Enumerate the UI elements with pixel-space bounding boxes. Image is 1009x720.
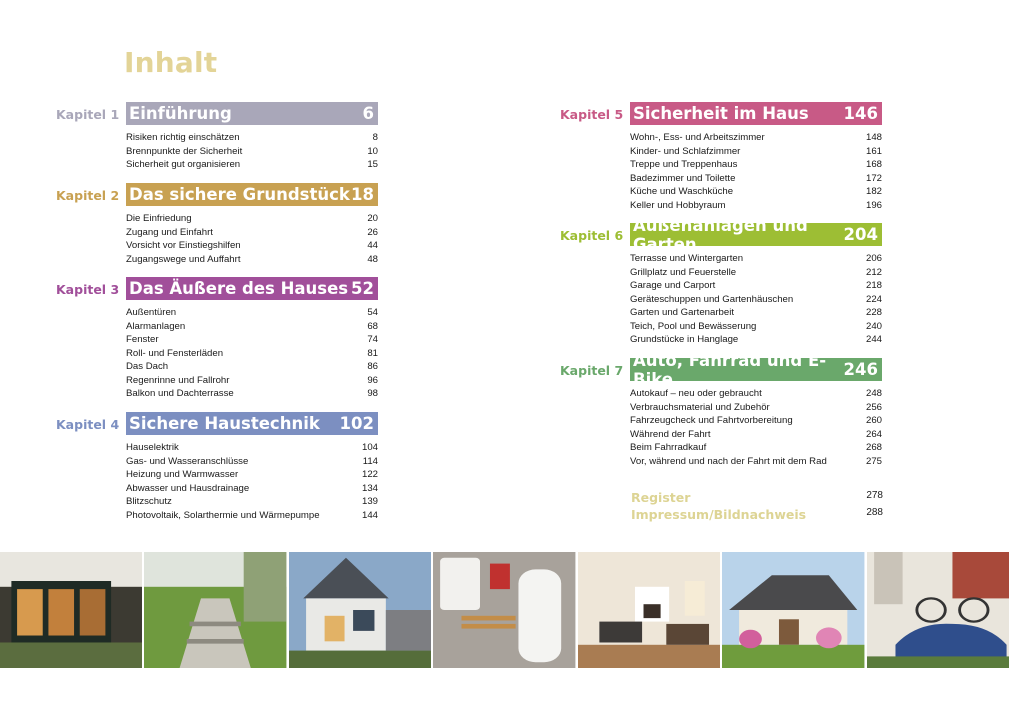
chapter-page: 102	[339, 414, 374, 433]
chapter-title: Sicherheit im Haus	[633, 104, 809, 123]
chapter-label: Kapitel 5	[560, 107, 624, 122]
toc-entry-title: Photovoltaik, Solarthermie und Wärmepumpe	[126, 509, 320, 521]
toc-entry[interactable]	[630, 185, 882, 199]
toc-entry[interactable]	[630, 455, 882, 469]
toc-entry[interactable]	[126, 482, 378, 496]
toc-entry-title: Abwasser und Hausdrainage	[126, 482, 250, 494]
toc-entry-page: 10	[367, 145, 378, 157]
toc-entry-title: Zugangswege und Auffahrt	[126, 253, 241, 265]
chapter-label: Kapitel 2	[56, 188, 120, 203]
toc-entry[interactable]	[126, 509, 378, 523]
chapter-title: Das sichere Grundstück	[129, 185, 350, 204]
chapter-title: Sichere Haustechnik	[129, 414, 320, 433]
toc-entry-title: Fahrzeugcheck und Fahrtvorbereitung	[630, 415, 793, 426]
toc-entry-page: 8	[372, 132, 378, 143]
photo-garden-path	[144, 552, 286, 668]
toc-entry-page: 44	[367, 240, 378, 251]
toc-entry[interactable]	[126, 374, 378, 388]
chapter-title: Das Äußere des Hauses	[129, 279, 349, 298]
toc-entry-page: 104	[361, 442, 378, 453]
toc-entry-title: Blitzschutz	[126, 496, 172, 507]
chapter-entries	[126, 212, 378, 266]
toc-entry[interactable]	[630, 333, 882, 347]
toc-entry-title: Außentüren	[126, 307, 177, 318]
toc-entry-page: 196	[865, 199, 882, 211]
toc-entry-title: Brennpunkte der Sicherheit	[126, 145, 243, 157]
toc-entry[interactable]	[126, 360, 378, 374]
toc-entry-title: Risiken richtig einschätzen	[126, 132, 240, 143]
toc-entry-page: 48	[367, 253, 378, 265]
toc-entry-title: Vor, während und nach der Fahrt mit dem Rad	[630, 455, 827, 467]
toc-entry-title: Fenster	[126, 334, 159, 345]
chapter-label: Kapitel 1	[56, 107, 120, 122]
chapter-heading[interactable]	[630, 102, 882, 125]
toc-entry[interactable]	[630, 414, 882, 428]
toc-entry-title: Die Einfriedung	[126, 213, 192, 224]
photo-strip	[0, 552, 1009, 668]
toc-entry-page: 182	[865, 186, 882, 197]
toc-entry-title: Garten und Gartenarbeit	[630, 307, 734, 318]
toc-entry-title: Vorsicht vor Einstiegshilfen	[126, 240, 241, 251]
toc-entry-title: Während der Fahrt	[630, 428, 711, 440]
toc-entry-title: Teich, Pool und Bewässerung	[630, 320, 757, 332]
toc-entry-title: Grillplatz und Feuerstelle	[630, 266, 737, 278]
chapter-block	[56, 183, 386, 265]
toc-entry[interactable]	[126, 387, 378, 401]
toc-entry-title: Autokauf – neu oder gebraucht	[630, 388, 762, 399]
toc-extra-page: 288	[866, 507, 883, 518]
toc-entry-page: 68	[367, 320, 378, 332]
chapter-heading[interactable]	[126, 412, 378, 435]
toc-entry-title: Das Dach	[126, 361, 169, 372]
chapter-block	[56, 412, 386, 521]
toc-entry-title: Hauselektrik	[126, 442, 179, 453]
toc-entry-title: Keller und Hobbyraum	[630, 199, 726, 211]
toc-entry-page: 74	[367, 334, 378, 345]
chapter-label: Kapitel 7	[560, 363, 624, 378]
chapter-page: 6	[362, 104, 374, 123]
toc-entry[interactable]	[630, 145, 882, 159]
toc-entry-page: 168	[865, 159, 882, 170]
toc-entry-title: Gas- und Wasseranschlüsse	[126, 455, 249, 467]
toc-entry-page: 256	[865, 401, 882, 413]
toc-entry-title: Garage und Carport	[630, 280, 716, 291]
toc-entry-page: 81	[367, 347, 378, 359]
toc-entry[interactable]	[126, 347, 378, 361]
toc-entry[interactable]	[630, 401, 882, 415]
toc-entry-title: Badezimmer und Toilette	[630, 172, 736, 184]
toc-entry-page: 139	[361, 496, 378, 507]
toc-entry-page: 98	[367, 388, 378, 399]
toc-entry-title: Heizung und Warmwasser	[126, 469, 239, 480]
photo-family-house-garden	[722, 552, 864, 668]
chapter-title: Außenanlagen und Garten	[633, 215, 808, 254]
chapter-entries	[630, 131, 882, 212]
toc-entry-title: Kinder- und Schlafzimmer	[630, 145, 741, 157]
toc-entry[interactable]	[126, 333, 378, 347]
chapter-page: 18	[351, 185, 374, 204]
toc-entry[interactable]	[630, 199, 882, 213]
page-title: Inhalt	[124, 46, 218, 79]
chapter-block	[560, 215, 890, 345]
toc-entry[interactable]	[126, 495, 378, 509]
toc-extra-label: Register	[631, 490, 691, 505]
toc-entry-page: 86	[367, 361, 378, 372]
toc-extra-impressum[interactable]	[631, 507, 883, 522]
toc-entry-page: 148	[865, 132, 882, 143]
photo-living-room	[578, 552, 720, 668]
toc-entry-title: Sicherheit gut organisieren	[126, 159, 241, 170]
toc-entry-page: 144	[361, 509, 378, 521]
toc-entry[interactable]	[630, 441, 882, 455]
toc-entry[interactable]	[630, 158, 882, 172]
toc-entry[interactable]	[630, 266, 882, 280]
toc-entry-title: Alarmanlagen	[126, 320, 186, 332]
toc-entry-title: Küche und Waschküche	[630, 186, 734, 197]
toc-extra-register[interactable]	[631, 490, 883, 505]
toc-entry-page: 134	[361, 482, 378, 494]
toc-entry-page: 206	[865, 253, 882, 264]
toc-entry[interactable]	[630, 252, 882, 266]
chapter-heading[interactable]	[126, 183, 378, 206]
chapter-block	[560, 102, 890, 211]
toc-entry[interactable]	[126, 158, 378, 172]
toc-entry-page: 228	[865, 307, 882, 318]
toc-entry[interactable]	[126, 131, 378, 145]
toc-entry-title: Roll- und Fensterläden	[126, 347, 224, 359]
chapter-block	[56, 102, 386, 170]
chapter-entries	[126, 131, 378, 172]
toc-entry[interactable]	[126, 306, 378, 320]
toc-entry-page: 172	[865, 172, 882, 184]
toc-entry-page: 15	[367, 159, 378, 170]
toc-entry[interactable]	[630, 293, 882, 307]
toc-extra-page: 278	[866, 490, 883, 501]
toc-entry-page: 260	[865, 415, 882, 426]
toc-entry[interactable]	[630, 387, 882, 401]
photo-modern-house	[289, 552, 431, 668]
toc-entry[interactable]	[630, 320, 882, 334]
toc-entry-title: Grundstücke in Hanglage	[630, 334, 739, 345]
toc-entry-page: 268	[865, 442, 882, 453]
toc-entry[interactable]	[126, 468, 378, 482]
chapter-label: Kapitel 3	[56, 282, 120, 297]
toc-entry[interactable]	[126, 320, 378, 334]
toc-entry-title: Balkon und Dachterrasse	[126, 388, 234, 399]
chapter-entries	[126, 441, 378, 522]
photo-car-bikes	[867, 552, 1009, 668]
toc-entry-page: 54	[367, 307, 378, 318]
toc-entry[interactable]	[126, 145, 378, 159]
toc-entry-page: 275	[865, 455, 882, 467]
toc-entry-page: 248	[865, 388, 882, 399]
toc-entry[interactable]	[630, 172, 882, 186]
chapter-block	[560, 350, 890, 467]
chapter-entries	[630, 387, 882, 468]
chapter-page: 146	[843, 104, 878, 123]
toc-extra-label: Impressum/Bildnachweis	[631, 507, 807, 522]
toc-entry[interactable]	[126, 441, 378, 455]
toc-entry-page: 264	[865, 428, 882, 440]
toc-entry-title: Geräteschuppen und Gartenhäuschen	[630, 293, 794, 305]
toc-entry-page: 161	[865, 145, 882, 157]
toc-entry-page: 240	[865, 320, 882, 332]
toc-entry-page: 26	[367, 226, 378, 238]
chapter-heading[interactable]	[126, 277, 378, 300]
toc-entry-page: 224	[865, 293, 882, 305]
toc-entry-page: 20	[367, 213, 378, 224]
chapter-heading[interactable]	[126, 102, 378, 125]
toc-entry-page: 218	[865, 280, 882, 291]
toc-entry-page: 122	[361, 469, 378, 480]
toc-entry-page: 96	[367, 374, 378, 386]
chapter-page: 246	[843, 360, 878, 379]
chapter-block	[56, 277, 386, 399]
chapter-label: Kapitel 6	[560, 228, 624, 243]
chapter-title: Auto, Fahrrad und E-Bike	[633, 350, 827, 389]
toc-entry-title: Terrasse und Wintergarten	[630, 253, 744, 264]
toc-entry[interactable]	[630, 279, 882, 293]
toc-entry[interactable]	[126, 455, 378, 469]
chapter-heading[interactable]	[630, 350, 882, 389]
chapter-entries	[630, 252, 882, 347]
toc-entry-title: Treppe und Treppenhaus	[630, 159, 738, 170]
photo-wintergarden	[0, 552, 142, 668]
toc-entry-title: Beim Fahrradkauf	[630, 442, 707, 453]
toc-entry-title: Verbrauchsmaterial und Zubehör	[630, 401, 770, 413]
toc-entry-title: Wohn-, Ess- und Arbeitszimmer	[630, 132, 765, 143]
toc-entry[interactable]	[126, 253, 378, 267]
photo-heating-system	[433, 552, 575, 668]
toc-entry-page: 212	[865, 266, 882, 278]
chapter-entries	[126, 306, 378, 401]
toc-entry-page: 114	[362, 455, 378, 467]
toc-entry[interactable]	[630, 428, 882, 442]
toc-entry-page: 244	[865, 334, 882, 345]
toc-entry[interactable]	[126, 226, 378, 240]
toc-entry[interactable]	[630, 131, 882, 145]
chapter-label: Kapitel 4	[56, 417, 120, 432]
toc-entry[interactable]	[630, 306, 882, 320]
toc-entry[interactable]	[126, 212, 378, 226]
toc-entry-title: Regenrinne und Fallrohr	[126, 374, 230, 386]
chapter-page: 204	[843, 225, 878, 244]
toc-entry-title: Zugang und Einfahrt	[126, 226, 213, 238]
chapter-page: 52	[351, 279, 374, 298]
chapter-title: Einführung	[129, 104, 232, 123]
chapter-heading[interactable]	[630, 215, 882, 254]
toc-entry[interactable]	[126, 239, 378, 253]
